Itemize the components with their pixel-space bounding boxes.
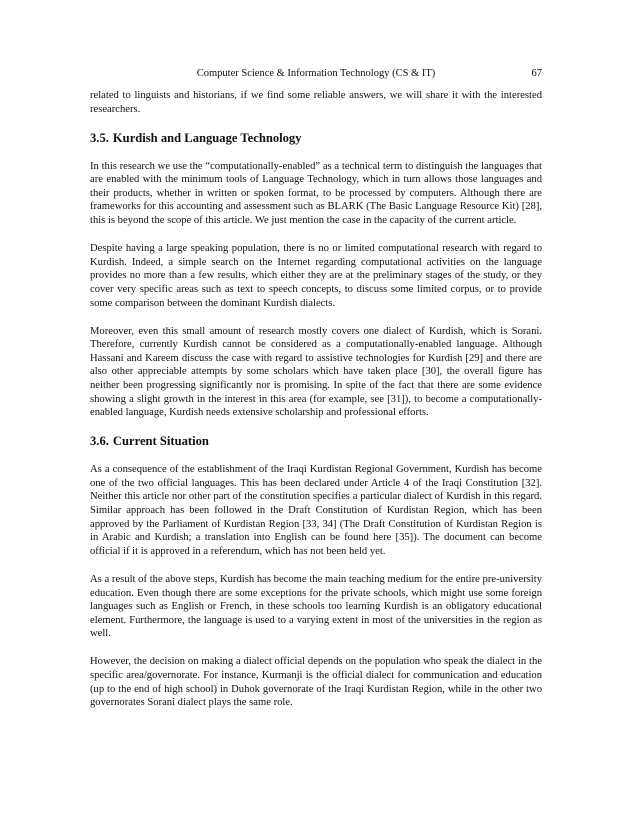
section-heading <box>90 131 542 146</box>
section-kurdish-language-technology <box>90 131 542 420</box>
section-number: 3.6. <box>90 434 109 449</box>
section-current-situation <box>90 434 542 710</box>
section-number: 3.5. <box>90 130 109 145</box>
paragraph: As a result of the above steps, Kurdish has become the main teaching medium for the entire pre-university education. Even though there are some exceptions for the private schools, which might use some foreign languages such as English or French, in these schools too learning Kurdish is an obligatory educational element. Furthermore, the language is used to a varying extent in most of the universities in the region as well. <box>90 573 542 640</box>
intro-paragraph: related to linguists and historians, if we find some reliable answers, we will share it with the interested researchers. <box>90 90 542 115</box>
page-number: 67 <box>531 68 542 79</box>
running-header <box>90 67 542 81</box>
paragraph: Despite having a large speaking population, there is no or limited computational research with regard to Kurdish. Indeed, a simple search on the Internet regarding computational activities on the language provides no more than a few results, which either they are at the preliminary stages of the study, or they cover very specific areas such as text to speech concepts, to discuss some limited corpus, or to provide some comparison between the dominant Kurdish dialects. <box>90 243 542 309</box>
section-title: Current Situation <box>112 434 209 449</box>
body-text <box>90 89 542 724</box>
section-title: Kurdish and Language Technology <box>112 130 302 145</box>
journal-title: Computer Science & Information Technology (CS & IT) <box>196 68 436 79</box>
paragraph: However, the decision on making a dialect official depends on the population who speak the dialect in the specific area/governorate. For instance, Kurmanji is the official dialect for communication and education (up to the end of high school) in Duhok governorate of the Iraqi Kurdistan Region, while in the other two governorates Sorani dialect plays the same role. <box>90 656 542 709</box>
paragraph: Moreover, even this small amount of research mostly covers one dialect of Kurdish, which is Sorani. Therefore, currently Kurdish cannot be considered as a computationally-enabled language. Although Hassani and Kareem discuss the case with regard to assistive technologies for Kurdish [29] and there are also other appreciable attempts by some scholars which have taken place [30], the overall figure has neither been progressing significantly nor is promising. In spite of the fact that there are some evidence showing a slight growth in the interest in this area (for example, see [31]), to become a computationally-enabled language, Kurdish needs extensive scholarship and professional efforts. <box>90 325 542 419</box>
paragraph: In this research we use the “computationally-enabled” as a technical term to distinguish the languages that are enabled with the minimum tools of Language Technology, which in turn allows those languages and their products, whether in written or spoken format, to be processed by computers. Although there are frameworks for this accounting and assessment such as BLARK (The Basic Language Resource Kit) [28], this is beyond the scope of this article. We just mention the case in the capacity of the current article. <box>90 160 542 227</box>
paragraph: As a consequence of the establishment of the Iraqi Kurdistan Regional Government, Kurdish has become one of the two official languages. This has been declared under Article 4 of the Iraqi Constitution [32]. Neither this article nor other part of the constitution specifies a particular dialect of Kurdish in this regard. Similar approach has been followed in the Draft Constitution of Kurdistan Region, which has been approved by the Parliament of Kurdistan Region [33, 34] (The Draft Constitution of Kurdistan Region is in Arabic and Kurdish; a translation into English can be found here [35]). The document can become official if it is approved in a referendum, which has not been held yet. <box>90 464 542 557</box>
section-heading <box>90 434 542 449</box>
